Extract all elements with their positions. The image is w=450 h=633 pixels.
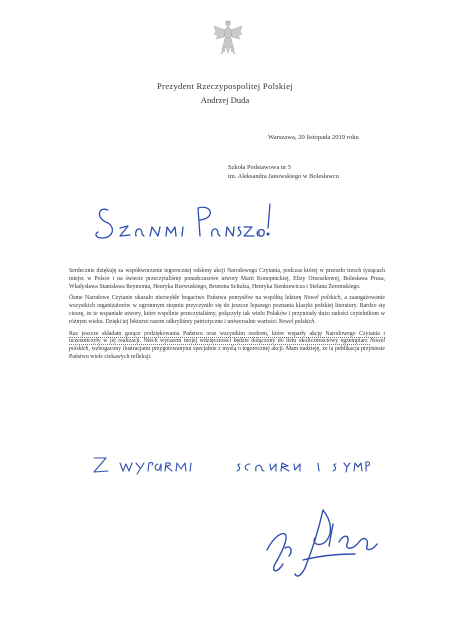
recipient-line-2: im. Aleksandra Janowskiego w Bolesławcu	[228, 173, 339, 180]
letterhead-name: Andrzej Duda	[200, 95, 250, 105]
body-paragraph-1: Serdecznie dziękuję za współtworzenie tegorocznej odsłony akcji Narodowego Czytania, podczas której w przeszło trzech tysiącach miejsc w Polsce i na świecie przeczytaliśmy ponadczasowe utwory Marii Konopnickiej, Elizy Orzeszkowej, Bolesława Prusa, Władysława Stanisława Reymonta, Henryka Rzewuskiego, Brunona Schulza, Henryka Sienkiewicza i Stefana Żeromskiego.	[69, 268, 385, 290]
letterhead-title: Prezydent Rzeczypospolitej Polskiej	[156, 81, 294, 91]
white-eagle-emblem-icon	[213, 20, 243, 56]
handwritten-closing	[90, 452, 370, 476]
handwritten-salutation	[94, 196, 274, 244]
signature-image	[263, 504, 379, 580]
letter-body	[69, 268, 385, 366]
recipient-block	[228, 163, 339, 181]
body-paragraph-3: Raz jeszcze składam gorące podziękowania Państwu oraz wszystkim osobom, które wsparły akcję Narodowego Czytania i uczestniczyły w jej realizacji. Niech wyrazem mojej wdzięczności będzie dołączony do listu okolicznościowy egzemplarz Nowel polskich, wzbogacony ilustracjami przygotowanymi specjalnie z myślą o tegorocznej akcji. Mam nadzieję, że ta publikacja przyniesie Państwu wiele ciekawych refleksji.	[69, 330, 385, 360]
book-title: Nowel polskich	[69, 338, 385, 353]
recipient-line-1: Szkoła Podstawowa nr 5	[228, 164, 292, 171]
book-title: Nowel polskich	[278, 318, 315, 325]
book-title: Nowel polskich	[303, 295, 341, 302]
letter-date: Warszawa, 20 listopada 2019 roku	[268, 134, 359, 141]
body-paragraph-2: Ósme Narodowe Czytanie ukazało niezwykłe bogactwo Państwa pomysłów na wspólną lekturę Nowel polskich, a zaangażowanie wszystkich organizatorów w ogromnym stopniu przyczyniło się do jeszcze lepszego poznania klasyki polskiej literatury. Bardzo się cieszę, że te wspaniałe utwory, które wspólnie przeczytaliśmy, połączyły tak wielu Polaków i przyniosły dużo radości czytelnikom w różnym wieku. Dzięki tej lekturze razem odkryliśmy patriotyczne i uniwersalne wartości Nowel polskich.	[69, 295, 385, 325]
